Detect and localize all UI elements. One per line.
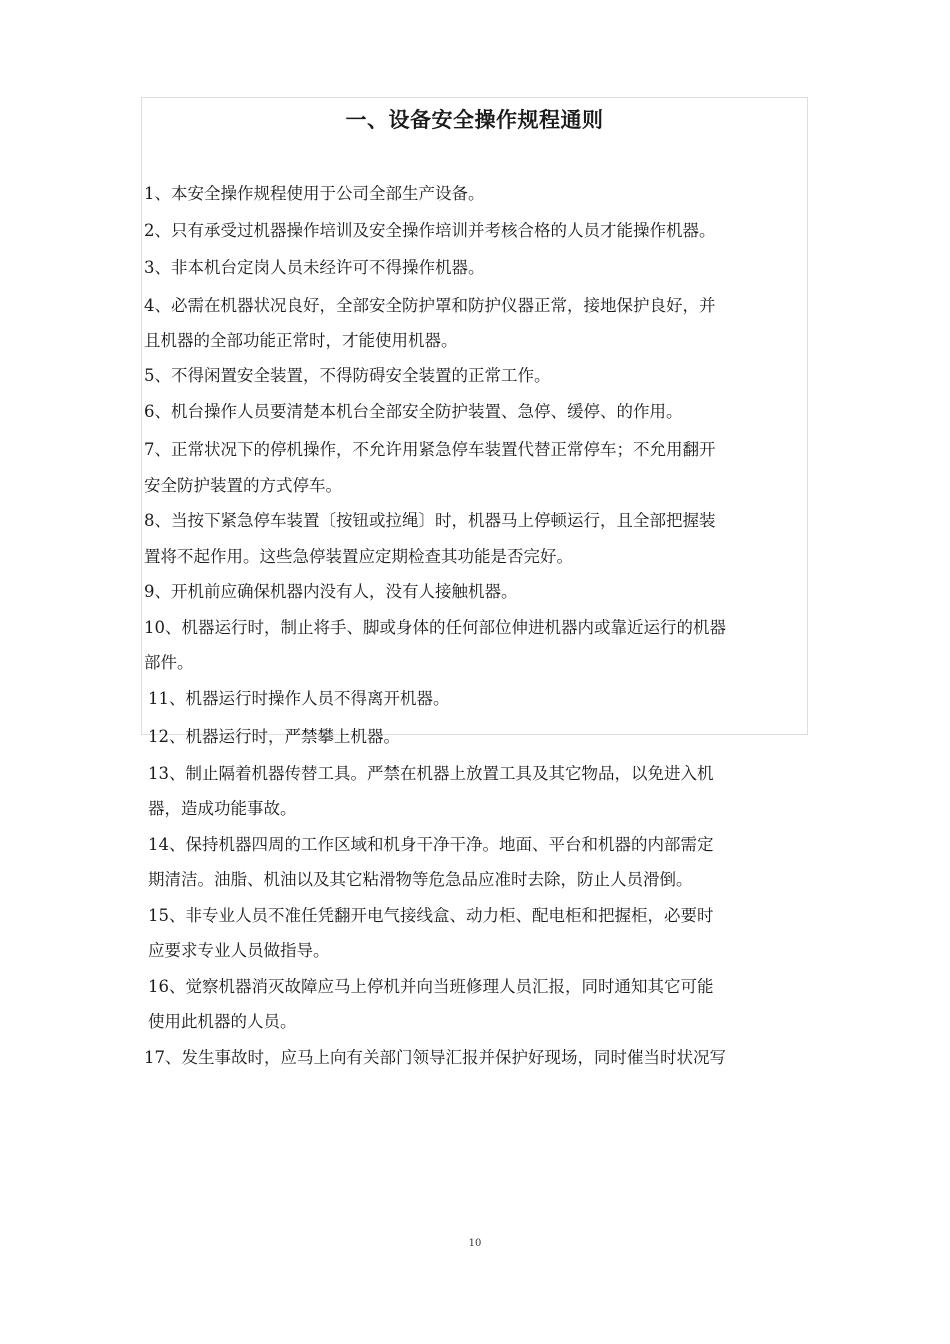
rule-line: 15、非专业人员不准任凭翻开电气接线盒、动力柜、配电柜和把握柜，必要时 [148,906,714,925]
rule-line: 部件。 [144,653,194,672]
rule-line: 7、正常状况下的停机操作，不允许用紧急停车装置代替正常停车；不允用翻开 [144,440,716,459]
rule-line: 5、不得闲置安全装置，不得防碍安全装置的正常工作。 [144,366,551,385]
rule-line: 17、发生事故时，应马上向有关部门领导汇报并保护好现场，同时催当时状况写 [144,1048,726,1067]
rule-line: 11、机器运行时操作人员不得离开机器。 [148,689,450,708]
rule-line: 安全防护装置的方式停车。 [144,476,342,495]
rule-line: 10、机器运行时，制止将手、脚或身体的任何部位伸进机器内或靠近运行的机器 [144,618,726,637]
page-number: 10 [468,1238,482,1249]
rule-line: 9、开机前应确保机器内没有人，没有人接触机器。 [144,582,518,601]
rule-line: 13、制止隔着机器传替工具。严禁在机器上放置工具及其它物品，以免进入机 [148,764,714,783]
rule-line: 14、保持机器四周的工作区域和机身干净干净。地面、平台和机器的内部需定 [148,835,714,854]
document-title: 一、设备安全操作规程通则 [345,108,604,132]
rule-line: 3、非本机台定岗人员未经许可不得操作机器。 [144,258,485,277]
rule-line: 使用此机器的人员。 [148,1012,297,1031]
rule-line: 应要求专业人员做指导。 [148,941,330,960]
rule-line: 期清洁。油脂、机油以及其它粘滑物等危急品应准时去除，防止人员滑倒。 [148,870,693,889]
rule-line: 16、觉察机器消灭故障应马上停机并向当班修理人员汇报，同时通知其它可能 [148,977,714,996]
rule-line: 1、本安全操作规程使用于公司全部生产设备。 [144,184,485,203]
rule-line: 6、机台操作人员要清楚本机台全部安全防护装置、急停、缓停、的作用。 [144,402,683,421]
rule-line: 置将不起作用。这些急停装置应定期检查其功能是否完好。 [144,547,573,566]
rule-line: 2、只有承受过机器操作培训及安全操作培训并考核合格的人员才能操作机器。 [144,221,716,240]
rule-line: 12、机器运行时，严禁攀上机器。 [148,727,400,746]
rule-line: 器，造成功能事故。 [148,799,297,818]
rule-line: 4、必需在机器状况良好，全部安全防护罩和防护仪器正常，接地保护良好，并 [144,296,716,315]
rule-line: 且机器的全部功能正常时，才能使用机器。 [144,331,458,350]
rule-line: 8、当按下紧急停车装置〔按钮或拉绳〕时，机器马上停顿运行，且全部把握装 [144,511,716,530]
